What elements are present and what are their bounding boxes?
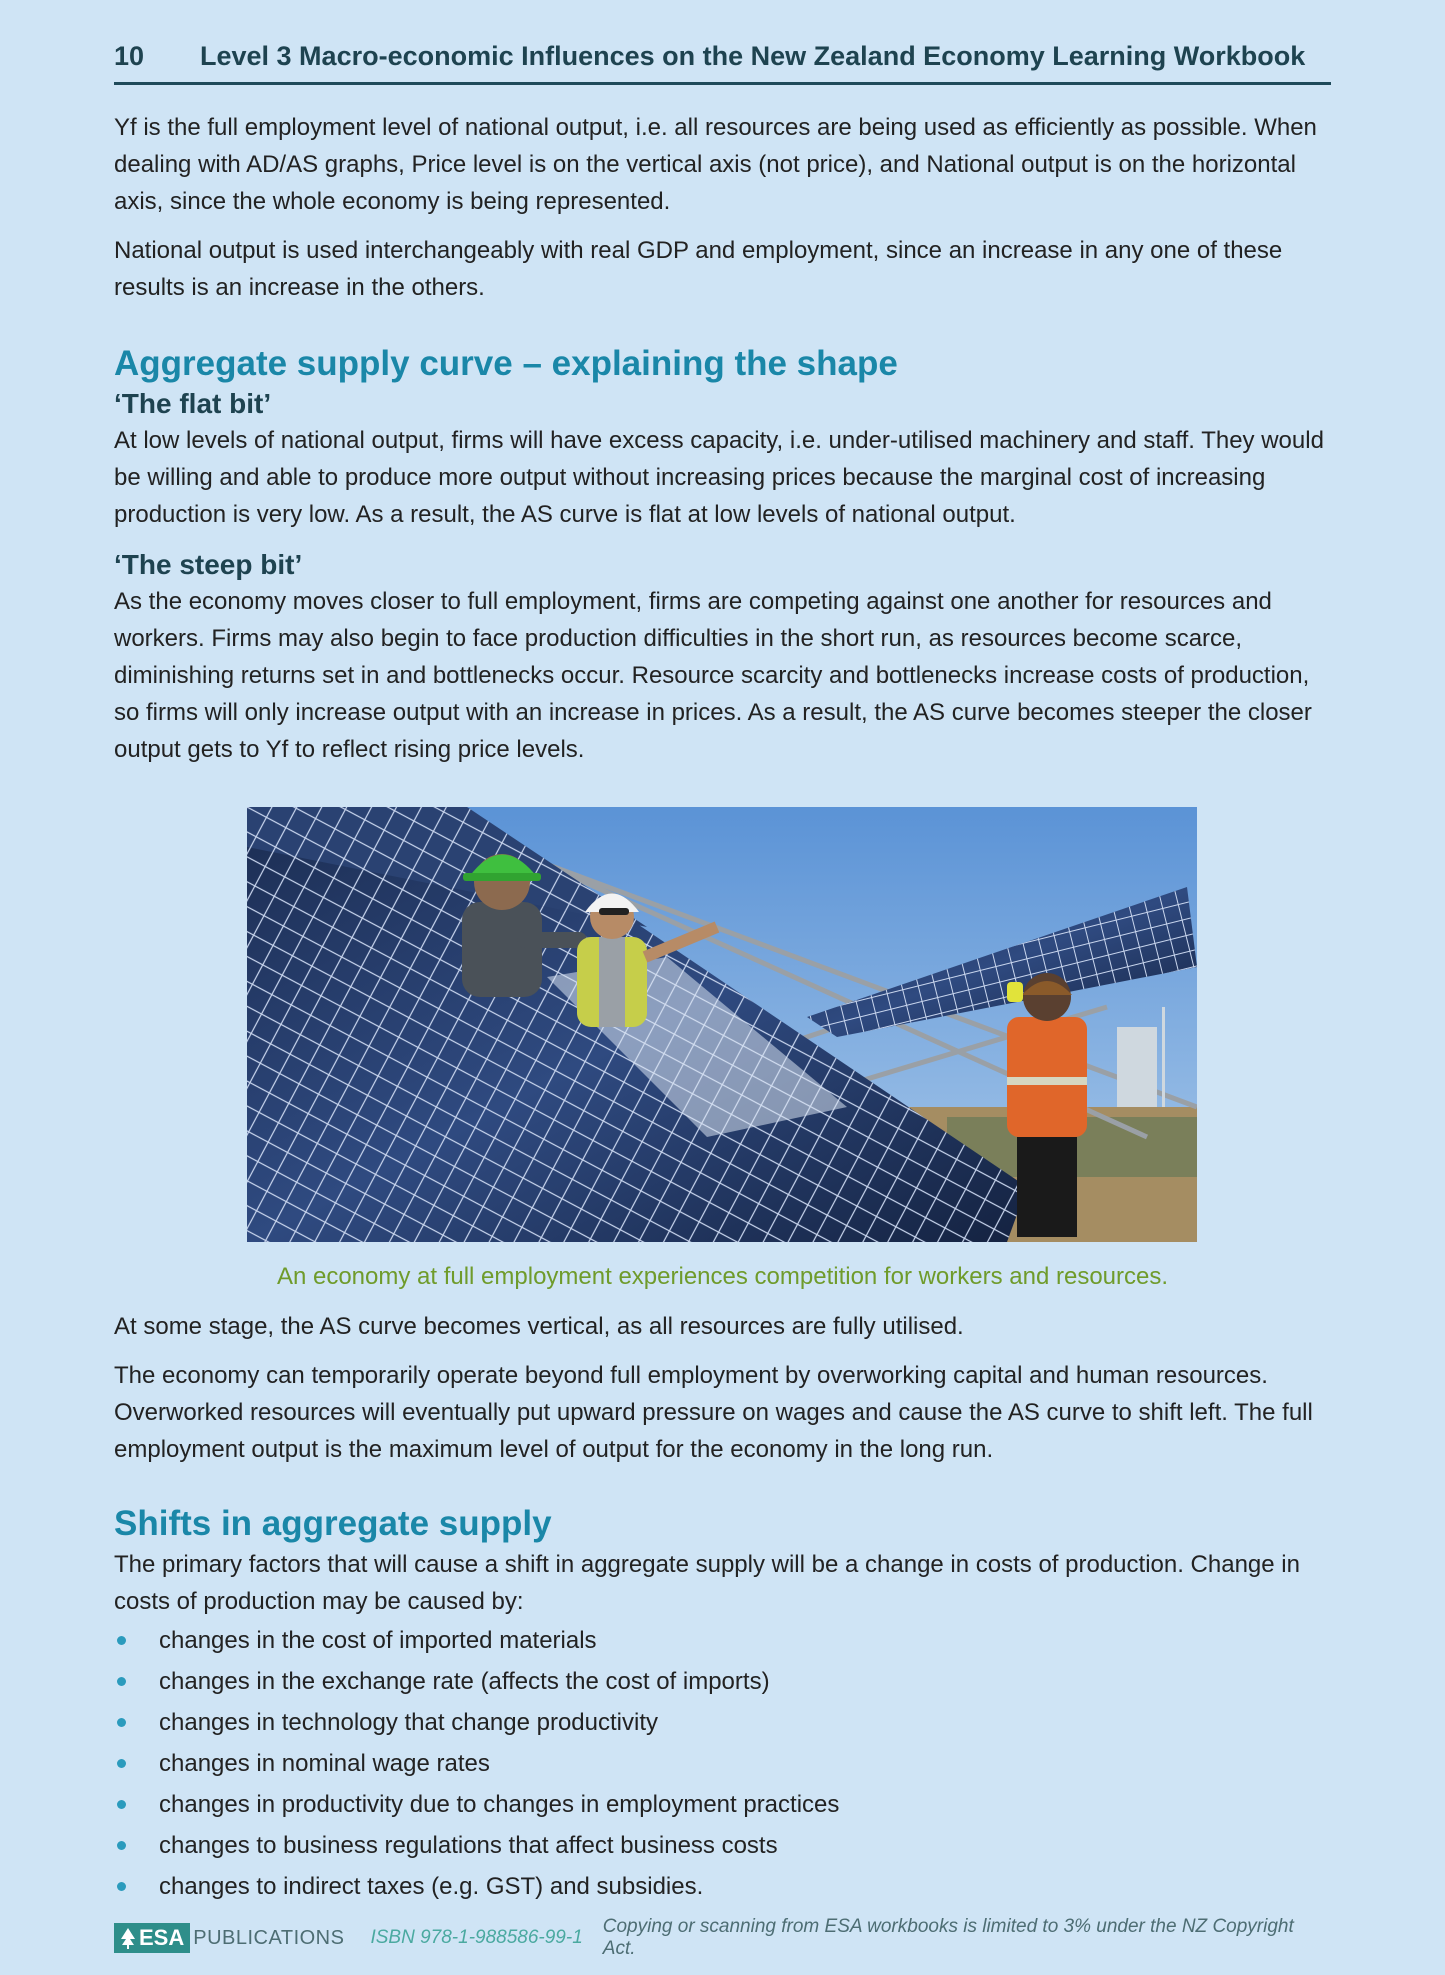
intro-paragraph-2: National output is used interchangeably with real GDP and employment, since an increase in any one of these results is an increase in the others. [114,237,1283,301]
bullet-dot-icon [117,1841,126,1850]
list-item-text: changes in the exchange rate (affects the cost of imports) [159,1668,770,1695]
solar-installation-illustration [247,807,1197,1242]
bullet-dot-icon [117,1882,126,1891]
list-item [114,1661,1331,1702]
vertical-as-paragraph: At some stage, the AS curve becomes vertical, as all resources are fully utilised. [114,1313,964,1340]
bullet-dot-icon [117,1636,126,1645]
list-item-text: changes to indirect taxes (e.g. GST) and subsidies. [159,1873,704,1900]
list-item [114,1866,1331,1907]
cost-factors-list [114,1620,1331,1907]
bullet-dot-icon [117,1800,126,1809]
subheading-steep-bit: ‘The steep bit’ [114,549,303,580]
solar-panel-photo [247,807,1197,1242]
list-item [114,1743,1331,1784]
bullet-dot-icon [117,1759,126,1768]
list-item-text: changes in productivity due to changes in employment practices [159,1791,840,1818]
page-footer [114,1916,1331,1959]
logo-esa-text: ESA [139,1925,185,1950]
esa-logo-box [114,1923,190,1953]
copyright-notice: Copying or scanning from ESA workbooks is limited to 3% under the NZ Copyright Act. [602,1916,1294,1959]
list-item-text: changes in the cost of imported materials [159,1627,597,1654]
logo-publications-text: PUBLICATIONS [193,1926,345,1949]
shifts-section [114,1502,1331,1907]
photo-caption: An economy at full employment experiences competition for workers and resources. [276,1263,1169,1290]
after-photo-section [114,1308,1331,1468]
page-header [114,30,1331,85]
beyond-full-employment-paragraph: The economy can temporarily operate beyond full employment by overworking capital and human resources. Overworked resources will eventually put upward pressure on wages and cause the AS curve to shift left. The full employment output is the maximum level of output for the economy in the long run. [114,1362,1313,1463]
list-item-text: changes to business regulations that affect business costs [159,1832,778,1859]
bullet-dot-icon [117,1677,126,1686]
steep-bit-paragraph: As the economy moves closer to full employment, firms are competing against one another for resources and workers. Firms may also begin to face production difficulties in the short run, as resources become scarce, diminishing returns set in and bottlenecks occur. Resource scarcity and bottlenecks increase costs of production, so firms will only increase output with an increase in prices. As a result, the AS curve becomes steeper the closer output gets to Yf to reflect rising price levels. [114,588,1312,763]
intro-paragraph-1: Yf is the full employment level of national output, i.e. all resources are being used as efficiently as possible. When dealing with AD/AS graphs, Price level is on the vertical axis (not price), and National output is on the horizontal axis, since the whole economy is being represented. [114,114,1317,215]
list-item-text: changes in nominal wage rates [159,1750,490,1777]
list-item [114,1702,1331,1743]
esa-logo [114,1923,344,1953]
intro-section [114,109,1331,306]
section-heading-as-shape: Aggregate supply curve – explaining the shape [114,344,898,383]
bullet-dot-icon [117,1718,126,1727]
workbook-title: Level 3 Macro-economic Influences on the New Zealand Economy Learning Workbook [200,40,1306,71]
flat-bit-paragraph: At low levels of national output, firms will have excess capacity, i.e. under-utilised machinery and staff. They would be willing and able to produce more output without increasing prices because the marginal cost of increasing production is very low. As a result, the AS curve is flat at low levels of national output. [114,427,1324,528]
as-curve-section [114,342,1331,768]
subheading-flat-bit: ‘The flat bit’ [114,388,272,419]
list-item [114,1825,1331,1866]
list-item-text: changes in technology that change productivity [159,1709,658,1736]
page-number: 10 [114,40,145,71]
shifts-intro-paragraph: The primary factors that will cause a shift in aggregate supply will be a change in costs of production. Change in costs of production may be caused by: [114,1551,1300,1615]
isbn: ISBN 978-1-988586-99-1 [370,1927,583,1948]
section-heading-shifts: Shifts in aggregate supply [114,1504,552,1543]
tree-icon [120,1927,136,1949]
list-item [114,1784,1331,1825]
list-item [114,1620,1331,1661]
